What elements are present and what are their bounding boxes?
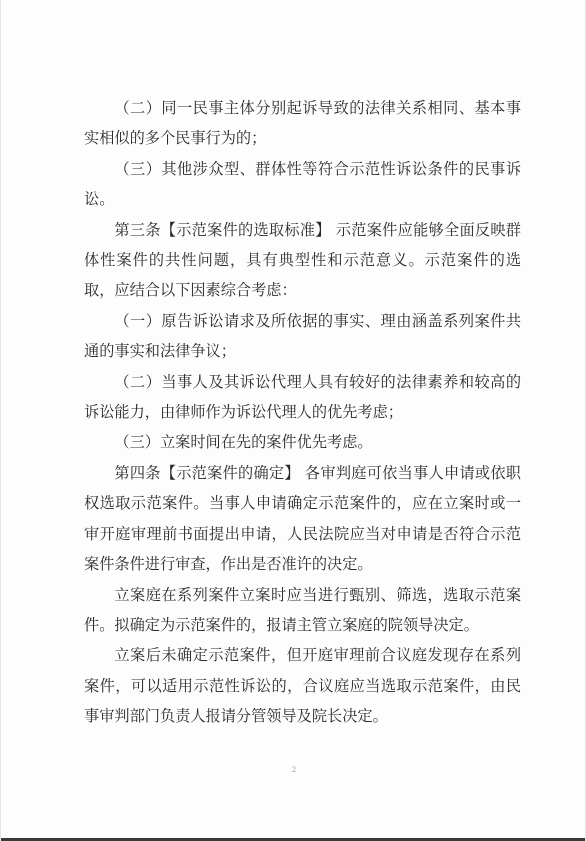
paragraph-item-3: （三）其他涉众型、群体性等符合示范性诉讼条件的民事诉讼。 [84,159,521,209]
paragraph-criterion-3: （三）立案时间在先的案件优先考虑。 [114,433,373,452]
paragraph-criterion-1: （一）原告诉讼请求及所依据的事实、理由涵盖系列案件共通的事实和法律争议； [84,311,521,361]
paragraph-item-2: （二）同一民事主体分别起诉导致的法律关系相同、基本事实相似的多个民事行为的； [84,99,521,148]
page-number: 2 [291,766,297,774]
article-4-heading-paragraph: 第四条【示范案件的确定】 各审判庭可依当事人申请或依职权选取示范案件。当事人申请确定示范案件的，应在立案时或一审开庭审理前书面提出申请，人民法院应当对申请是否符合示范案件条件进行审查，作出是否准许的决定。 [84,463,521,574]
paragraph-filing-screening: 立案庭在系列案件立案时应当进行甄别、筛选，选取示范案件。拟确定为示范案件的，报请主管立案庭的院领导决定。 [84,585,521,634]
article-3-heading-paragraph: 第三条【示范案件的选取标准】 示范案件应能够全面反映群体性案件的共性问题，具有典型性和示范意义。示范案件的选取，应结合以下因素综合考虑： [84,220,521,300]
document-body [84,93,521,732]
paragraph-criterion-2: （二）当事人及其诉讼代理人具有较好的法律素养和较高的诉讼能力，由律师作为诉讼代理人的优先考虑； [84,372,521,422]
paragraph-post-filing: 立案后未确定示范案件，但开庭审理前合议庭发现存在系列案件，可以适用示范性诉讼的，合议庭应当选取示范案件，由民事审判部门负责人报请分管领导及院长决定。 [84,646,521,726]
